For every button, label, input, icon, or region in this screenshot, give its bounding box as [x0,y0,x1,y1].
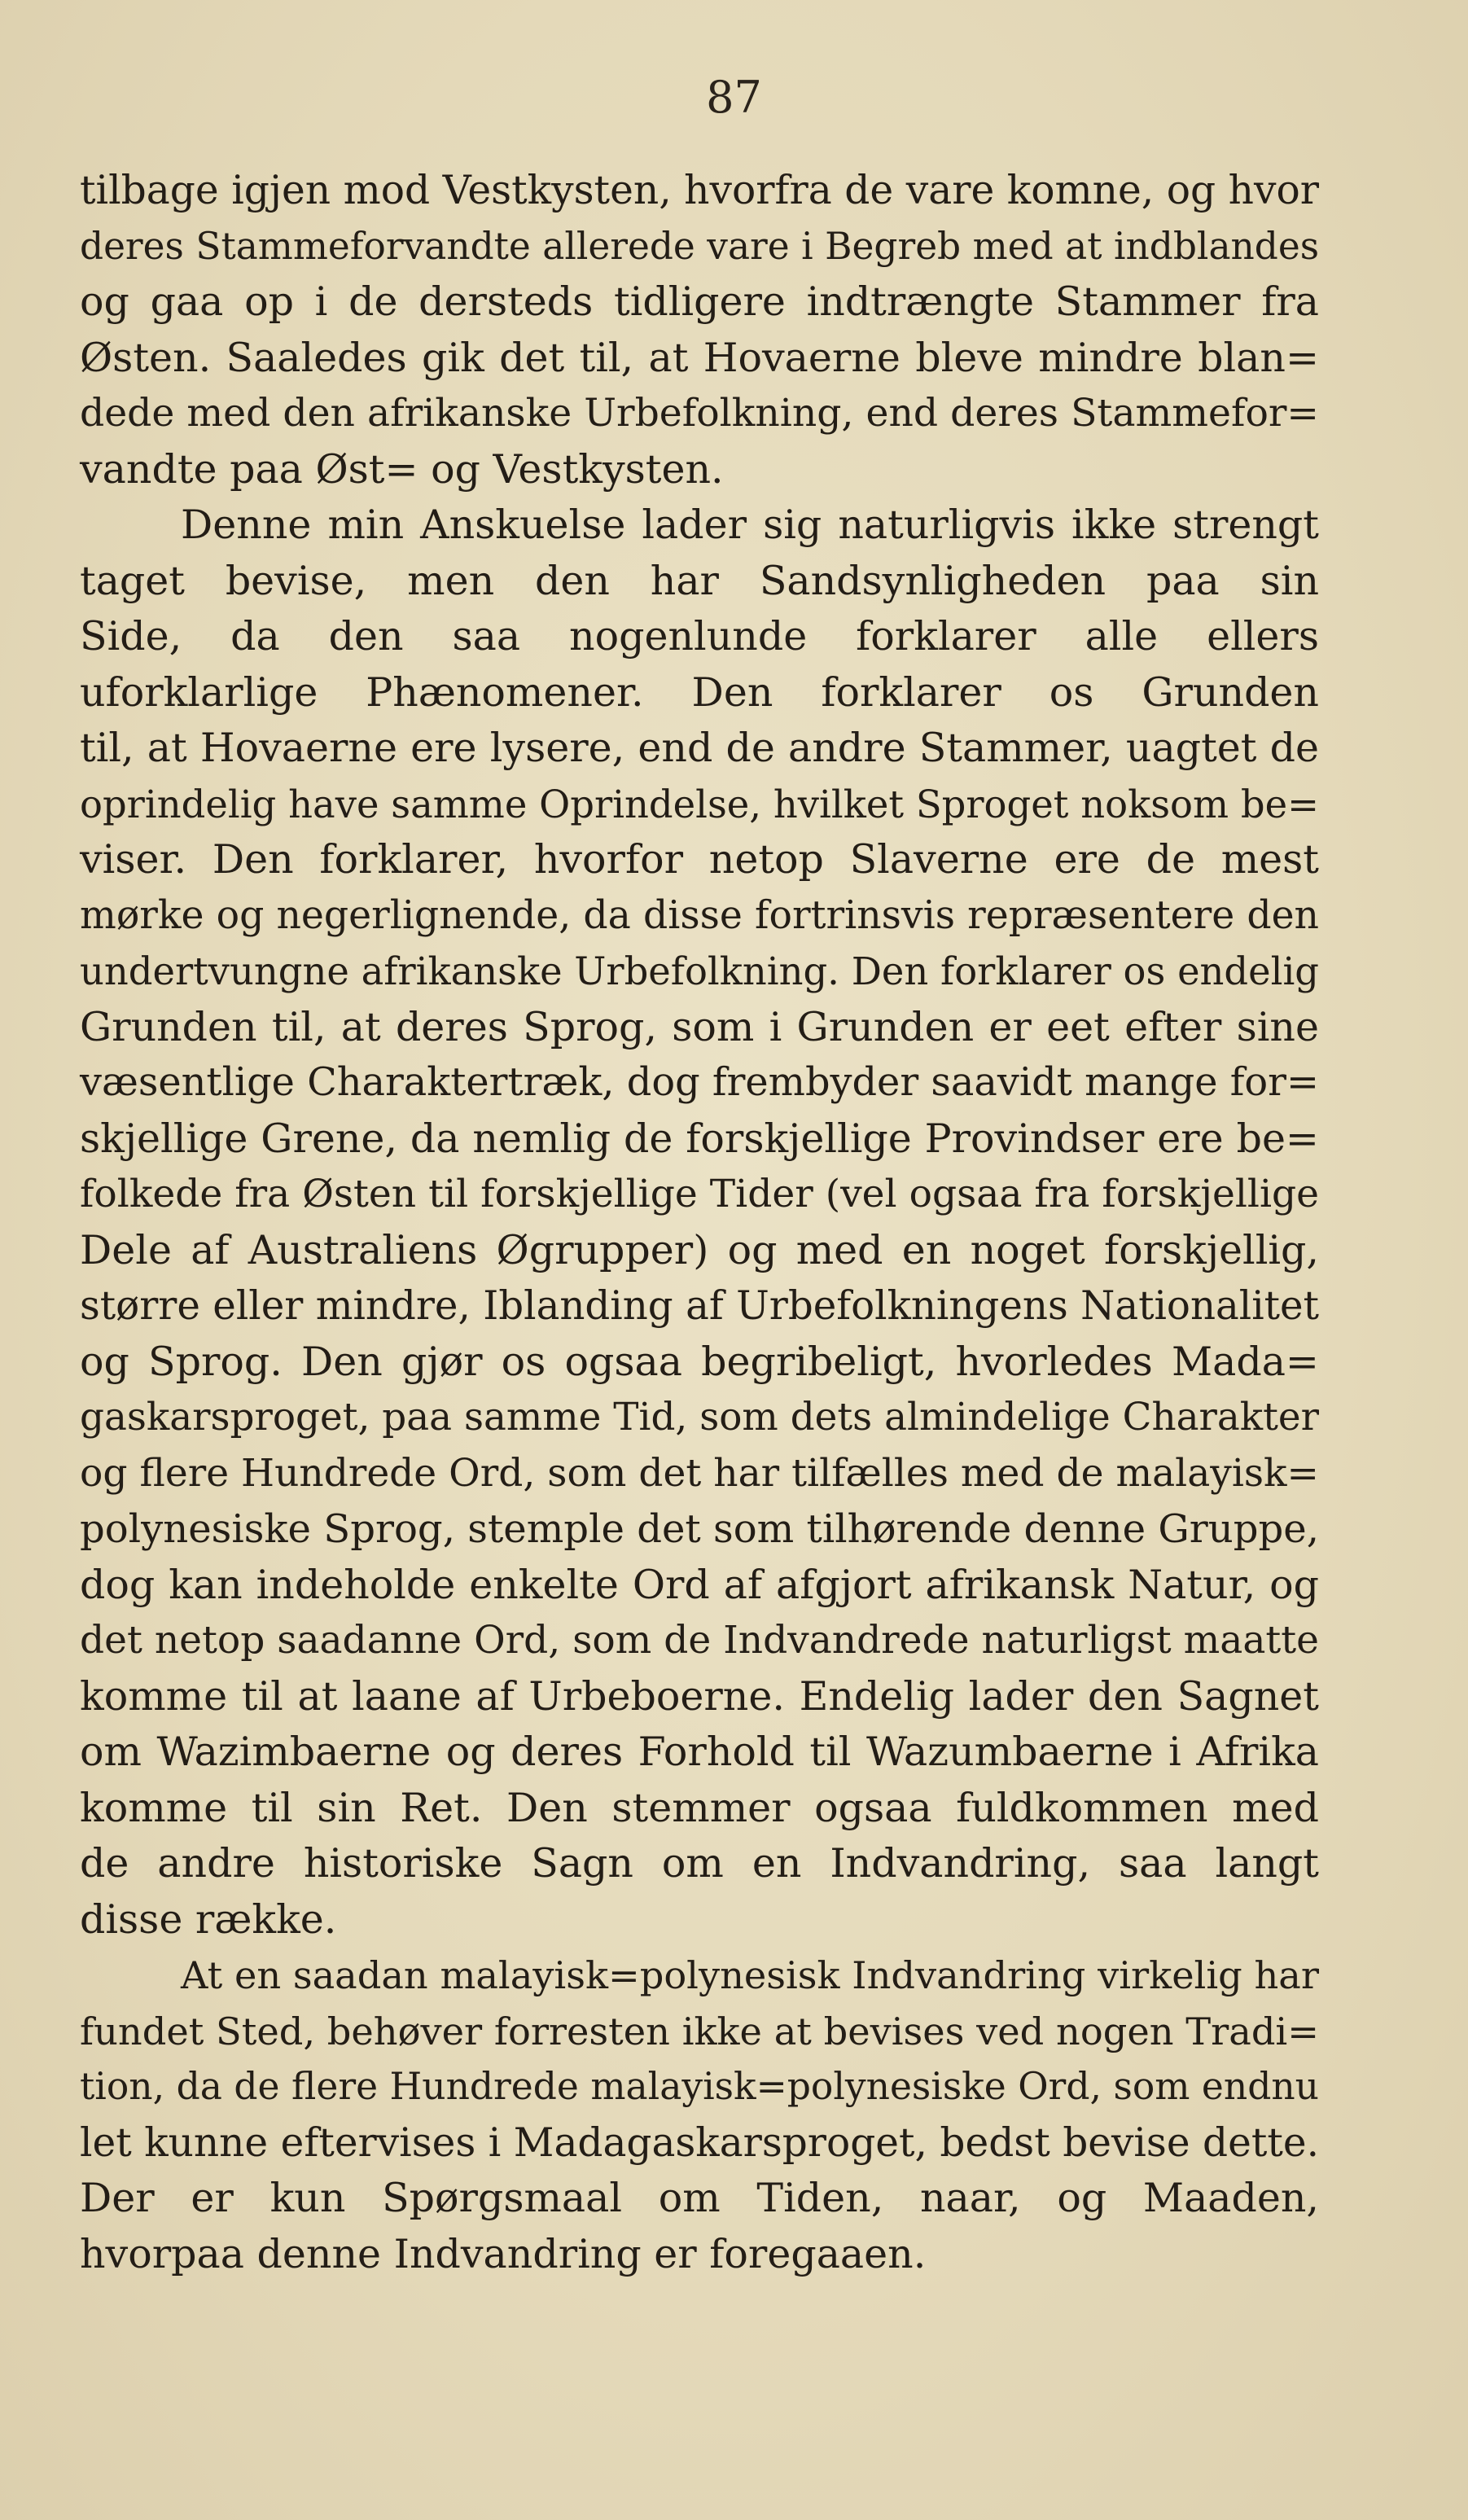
text-line: fundet Sted, behøver forresten ikke at bevises ved nogen Tradi= [80,2009,1319,2053]
text-line: og gaa op i de dersteds tidligere indtrængte Stammer fra [80,278,1319,325]
text-line: viser. Den forklarer, hvorfor netop Slaverne ere de mest [80,836,1319,883]
text-line: undertvungne afrikanske Urbefolkning. Den forklarer os endelig [80,949,1319,993]
text-line: og Sprog. Den gjør os ogsaa begribeligt, hvorledes Mada= [80,1338,1319,1385]
paragraph-3 [80,1948,1319,2282]
paragraph-1 [80,163,1319,497]
text-line: taget bevise, men den har Sandsynligheden paa sin [80,557,1319,604]
text-line: mørke og negerlignende, da disse fortrinsvis repræsentere den [80,892,1319,938]
text-line: komme til at laane af Urbeboerne. Endelig lader den Sagnet [80,1672,1319,1720]
text-line: dog kan indeholde enkelte Ord af afgjort afrikansk Natur, og [80,1561,1319,1608]
text-line: Dele af Australiens Øgrupper) og med en noget forskjellig, [80,1226,1319,1273]
text-line: At en saadan malayisk=polynesisk Indvandring virkelig har [181,1953,1319,1997]
text-line: væsentlige Charaktertræk, dog frembyder saavidt mange for= [80,1060,1319,1105]
text-line: dede med den afrikanske Urbefolkning, end deres Stammefor= [80,391,1319,436]
text-line: let kunne eftervises i Madagaskarsproget, bedst bevise dette. [80,2119,1319,2166]
text-line: Side, da den saa nogenlunde forklarer alle ellers [80,613,1319,660]
text-line: komme til sin Ret. Den stemmer ogsaa fuldkommen med [80,1784,1319,1831]
paragraph-2 [80,497,1319,1948]
text-line: tilbage igjen mod Vestkysten, hvorfra de vare komne, og hvor [80,168,1319,213]
text-line: større eller mindre, Iblanding af Urbefolkningens Nationalitet [80,1283,1319,1329]
page-number: 87 [706,72,762,123]
text-line: Der er kun Spørgsmaal om Tiden, naar, og Maaden, [80,2175,1319,2221]
text-line: hvorpaa denne Indvandring er foregaaen. [80,2230,927,2277]
text-line: Grunden til, at deres Sprog, som i Grunden er eet efter sine [80,1003,1319,1050]
body-text [80,163,1319,2282]
text-line: folkede fra Østen til forskjellige Tider (vel ogsaa fra forskjellige [80,1172,1319,1216]
text-line: Østen. Saaledes gik det til, at Hovaerne bleve mindre blan= [80,334,1319,381]
text-line: uforklarlige Phænomener. Den forklarer os Grunden [80,668,1319,716]
text-line: deres Stammeforvandte allerede vare i Begreb med at indblandes [80,224,1319,268]
text-line: disse række. [80,1895,337,1943]
text-line: til, at Hovaerne ere lysere, end de andre Stammer, uagtet de [80,725,1319,771]
text-line: gaskarsproget, paa samme Tid, som dets almindelige Charakter [80,1396,1319,1440]
text-line: og flere Hundrede Ord, som det har tilfælles med de malayisk= [80,1450,1319,1496]
text-line: tion, da de flere Hundrede malayisk=polynesiske Ord, som endnu [80,2065,1319,2108]
text-line: skjellige Grene, da nemlig de forskjellige Provindser ere be= [80,1115,1319,1162]
text-line: vandte paa Øst= og Vestkysten. [80,445,724,493]
text-line: de andre historiske Sagn om en Indvandring, saa langt [80,1840,1319,1887]
text-line: polynesiske Sprog, stemple det som tilhørende denne Gruppe, [80,1506,1319,1552]
text-line: Denne min Anskuelse lader sig naturligvis ikke strengt [181,502,1319,548]
text-line: om Wazimbaerne og deres Forhold til Wazumbaerne i Afrika [80,1729,1319,1775]
text-line: oprindelig have samme Oprindelse, hvilket Sproget noksom be= [80,782,1319,826]
text-line: det netop saadanne Ord, som de Indvandrede naturligst maatte [80,1618,1319,1663]
